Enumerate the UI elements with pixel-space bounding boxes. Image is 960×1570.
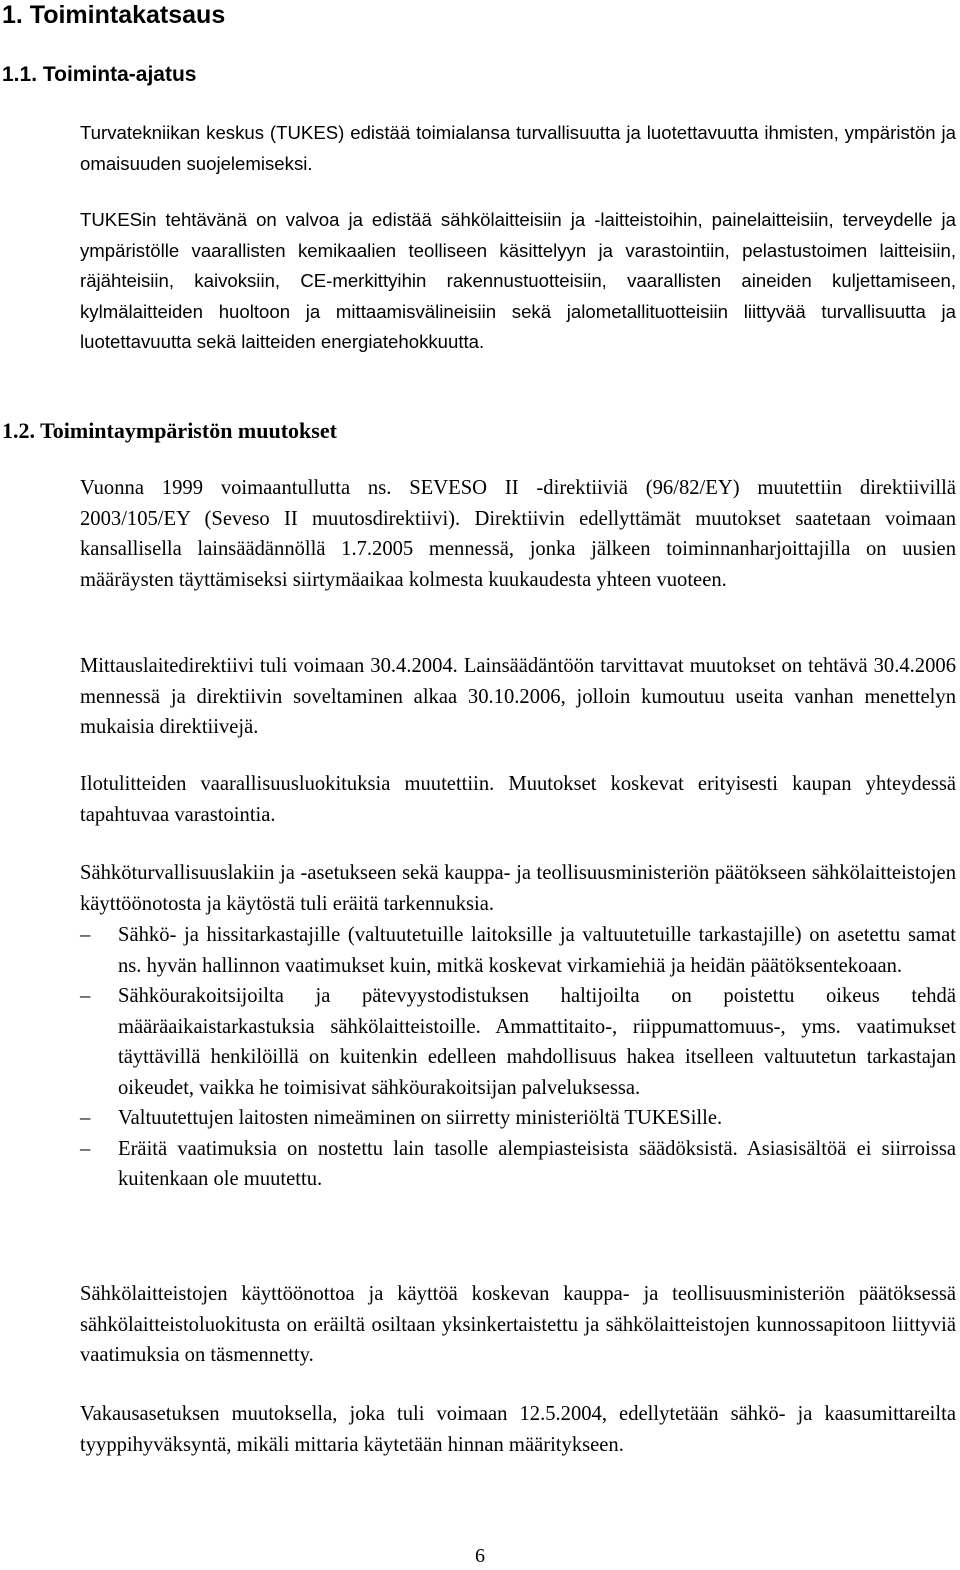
paragraph-classification: Sähkölaitteistojen käyttöönottoa ja käyttöä koskevan kauppa- ja teollisuusministeriön päätöksessä sähkölaitteistoluokitusta on eräiltä osiltaan yksinkertaistettu ja sähkölaitteistojen kunnossapitoon liittyviä vaatimuksia on täsmennetty. [80,1283,956,1366]
dash-bullet: – [80,1107,91,1129]
list-item-text: Sähköurakoitsijoilta ja pätevyystodistuksen haltijoilta on poistettu oikeus tehdä määräaikaistarkastuksia sähkölaitteistoille. Ammattitaito-, riippumattomuus-, yms. vaatimukset täyttävillä henkilöillä on kuitenkin edelleen mahdollisuus hakea itselleen valtuutetun tarkastajan oikeudet, vaikka he toimisivat sähköurakoitsijan palveluksessa. [118,985,956,1099]
main-heading: 1. Toimintakatsaus [2,1,226,29]
page-number: 6 [475,1545,485,1567]
paragraph-mission: Turvatekniikan keskus (TUKES) edistää toimialansa turvallisuutta ja luotettavuutta ihmisten, ympäristön ja omaisuuden suojelemiseksi. [80,122,956,174]
list-item-text: Valtuutettujen laitosten nimeäminen on siirretty ministeriöltä TUKESille. [118,1107,723,1129]
section-heading-1-1: 1.1. Toiminta-ajatus [2,63,197,86]
list-item-text: Eräitä vaatimuksia on nostettu lain tasolle alempiasteisista säädöksistä. Asiasisältöä ei siirroissa kuitenkaan ole muutettu. [118,1137,956,1190]
list-item [80,920,956,981]
paragraph-seveso: Vuonna 1999 voimaantullutta ns. SEVESO II -direktiiviä (96/82/EY) muutettiin direktiivillä 2003/105/EY (Seveso II muutosdirektiivi). Direktiivin edellyttämät muutokset saatetaan voimaan kansallisella lainsäädännöllä 1.7.2005 mennessä, jonka jälkeen toiminnanharjoittajilla on uusien määräysten täyttämiseksi siirtymäaikaa kolmesta kuukaudesta yhteen vuoteen. [80,477,956,591]
paragraph-fireworks: Ilotulitteiden vaarallisuusluokituksia muutettiin. Muutokset koskevat erityisesti kaupan yhteydessä tapahtuvaa varastointia. [80,773,956,826]
paragraph-tasks: TUKESin tehtävänä on valvoa ja edistää sähkölaitteisiin ja -laitteistoihin, painelaitteisiin, terveydelle ja ympäristölle vaarallisten kemikaalien teolliseen käsittelyyn ja varastointiin, pelastustoimen laitteisiin, räjähteisiin, kaivoksiin, CE-merkittyihin rakennustuotteisiin, vaarallisten aineiden kuljettamiseen, kylmälaitteiden huoltoon ja mittaamisvälineisiin sekä jalometallituotteisiin liittyvää turvallisuutta ja luotettavuutta sekä laitteiden energiatehokkuutta. [80,209,956,352]
dash-bullet: – [80,985,91,1007]
dash-bullet: – [80,924,91,946]
list-item [80,1103,956,1134]
paragraph-stability-decree: Vakausasetuksen muutoksella, joka tuli voimaan 12.5.2004, edellytetään sähkö- ja kaasumittareilta tyyppihyväksyntä, mikäli mittaria käytetään hinnan määritykseen. [80,1403,956,1456]
list-item [80,981,956,1103]
paragraph-electrical-safety: Sähköturvallisuuslakiin ja -asetukseen sekä kauppa- ja teollisuusministeriön päätökseen sähkölaitteistojen käyttöönotosta ja käytöstä tuli eräitä tarkennuksia. [80,862,956,915]
dash-bullet: – [80,1137,91,1160]
list-item-text: Sähkö- ja hissitarkastajille (valtuutetuille laitoksille ja valtuutetuille tarkastajille) on asetettu samat ns. hyvän hallinnon vaatimukset kuin, mitkä koskevat virkamiehiä ja heidän päätöksentekoaan. [118,924,956,977]
paragraph-measuring-directive: Mittauslaitedirektiivi tuli voimaan 30.4.2004. Lainsäädäntöön tarvittavat muutokset on tehtävä 30.4.2006 mennessä ja direktiivin soveltaminen alkaa 30.10.2006, jolloin kumoutuu useita vanhan menettelyn mukaisia direktiivejä. [80,655,956,738]
changes-list [80,920,956,1195]
section-heading-1-2: 1.2. Toimintaympäristön muutokset [2,418,337,443]
list-item [80,1134,956,1195]
